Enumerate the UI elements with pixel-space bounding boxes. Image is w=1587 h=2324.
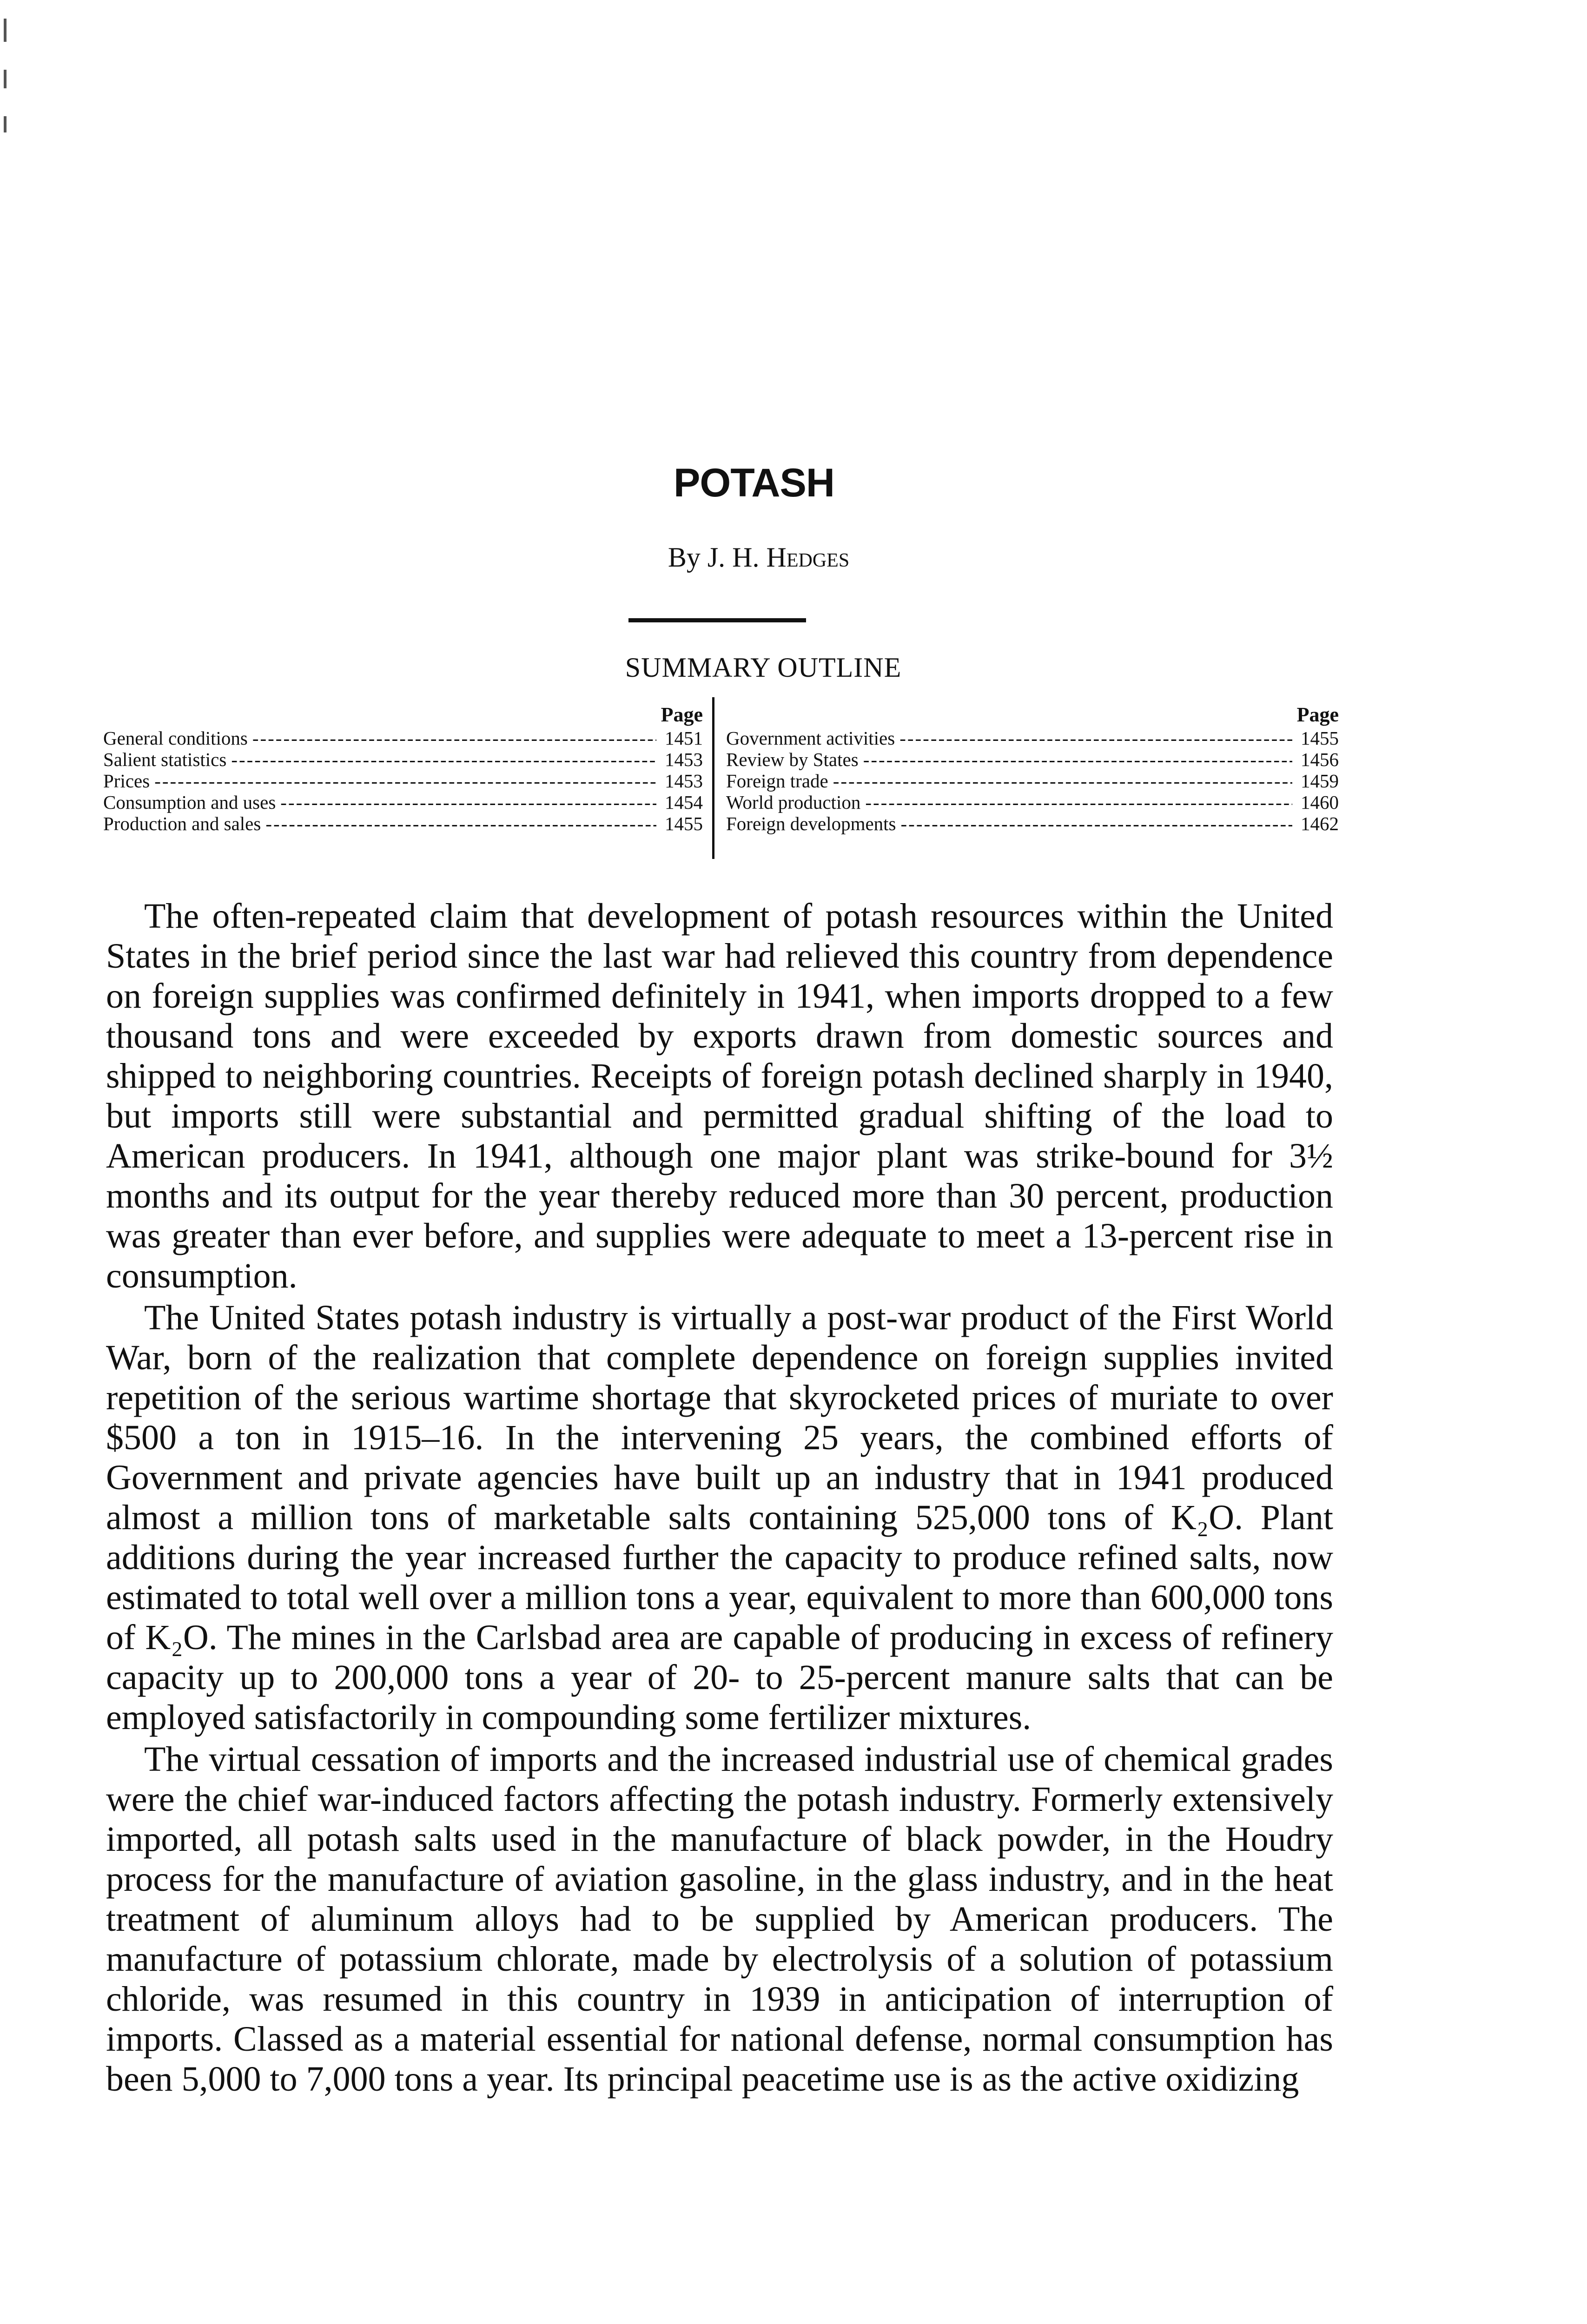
author-surname: Hedges <box>766 542 850 573</box>
toc-leader <box>252 727 656 749</box>
body-paragraph: The United States potash industry is virtually a post-war product of the First World War, born of the realization that complete dependence on foreign supplies invited repetition of the serious wartime shortage that skyrocketed prices of muriate to over $500 a ton in 1915–16. In the intervening 25 years, the combined efforts of Government and private agencies have built up an industry that in 1941 produced almost a million tons of marketable salts containing 525,000 tons of K₂O. Plant additions during the year increased further the capacity to produce refined salts, now estimated to total well over a million tons a year, equivalent to more than 600,000 tons of K₂O. The mines in the Carlsbad area are capable of producing in excess of refinery capacity up to 200,000 tons a year of 20- to 25-percent manure salts that can be employed satisfactorily in compounding some fertilizer mixtures. <box>106 1298 1333 1737</box>
toc-leader <box>231 749 656 770</box>
toc-entry-page: 1462 <box>1301 813 1339 834</box>
toc-leader <box>154 770 656 792</box>
byline <box>0 541 1552 574</box>
summary-outline-heading: SUMMARY OUTLINE <box>625 652 902 683</box>
toc-left-column <box>103 704 703 834</box>
toc-entry[interactable] <box>103 727 703 749</box>
toc-entry-label: World production <box>726 792 861 813</box>
toc-entry-label: Review by States <box>726 749 859 770</box>
margin-mark-1 <box>4 19 7 42</box>
toc-entry-label: Foreign developments <box>726 813 896 834</box>
toc-entry-page: 1459 <box>1301 770 1339 792</box>
toc-leader <box>280 792 656 813</box>
body-text <box>106 896 1333 2099</box>
toc-entry-page: 1453 <box>665 770 703 792</box>
toc-leader <box>899 727 1292 749</box>
page-title: POTASH <box>674 461 834 505</box>
toc-entry-page: 1455 <box>665 813 703 834</box>
toc-entry-label: Consumption and uses <box>103 792 276 813</box>
toc-leader <box>265 813 656 834</box>
toc-page-label-left: Page <box>661 703 703 726</box>
toc-leader <box>833 770 1292 792</box>
toc-leader <box>901 813 1292 834</box>
toc-entry[interactable] <box>726 770 1339 792</box>
toc-page-label-right: Page <box>1296 703 1339 726</box>
toc-right-column <box>726 704 1339 834</box>
toc-leader <box>863 749 1292 770</box>
toc-entry-page: 1454 <box>665 792 703 813</box>
byline-prefix: By J. H. <box>668 542 767 573</box>
margin-mark-2 <box>4 70 7 88</box>
toc-entry[interactable] <box>103 770 703 792</box>
toc-entry[interactable] <box>103 749 703 770</box>
toc-entry-page: 1455 <box>1301 727 1339 749</box>
toc-entry-page: 1456 <box>1301 749 1339 770</box>
toc-entry-label: Foreign trade <box>726 770 828 792</box>
toc-entry-page: 1460 <box>1301 792 1339 813</box>
margin-mark-3 <box>4 116 7 132</box>
title-rule <box>628 618 806 622</box>
toc-entry[interactable] <box>726 727 1339 749</box>
toc-entry-page: 1451 <box>665 727 703 749</box>
toc-entry[interactable] <box>103 813 703 834</box>
toc-entry[interactable] <box>103 792 703 813</box>
body-paragraph: The virtual cessation of imports and the increased industrial use of chemical grades were the chief war-induced factors affecting the potash industry. Formerly extensively imported, all potash salts used in the manufacture of black powder, in the Houdry process for the manufacture of aviation gasoline, in the glass industry, and in the heat treatment of aluminum alloys had to be supplied by American producers. The manufacture of potassium chlorate, made by electrolysis of a solution of potassium chloride, was resumed in this country in 1939 in anticipation of interruption of imports. Classed as a material essential for national defense, normal consumption has been 5,000 to 7,000 tons a year. Its principal peacetime use is as the active oxidizing <box>106 1740 1333 2099</box>
toc-column-divider <box>712 697 714 859</box>
toc-entry-label: Production and sales <box>103 813 261 834</box>
toc-entry-page: 1453 <box>665 749 703 770</box>
toc-leader <box>865 792 1292 813</box>
toc-entry[interactable] <box>726 749 1339 770</box>
toc-entry[interactable] <box>726 813 1339 834</box>
toc-entry-label: General conditions <box>103 727 248 749</box>
body-paragraph: The often-repeated claim that development of potash resources within the United States in the brief period since the last war had relieved this country from dependence on foreign supplies was confirmed definitely in 1941, when imports dropped to a few thousand tons and were exceeded by exports drawn from domestic sources and shipped to neighboring countries. Receipts of foreign potash declined sharply in 1940, but imports still were substantial and permitted gradual shifting of the load to American producers. In 1941, although one major plant was strike-bound for 3½ months and its output for the year thereby reduced more than 30 percent, production was greater than ever before, and supplies were adequate to meet a 13-percent rise in consumption. <box>106 897 1333 1295</box>
toc-entry-label: Salient statistics <box>103 749 227 770</box>
toc-entry[interactable] <box>726 792 1339 813</box>
toc-entry-label: Government activities <box>726 727 895 749</box>
toc-entry-label: Prices <box>103 770 150 792</box>
